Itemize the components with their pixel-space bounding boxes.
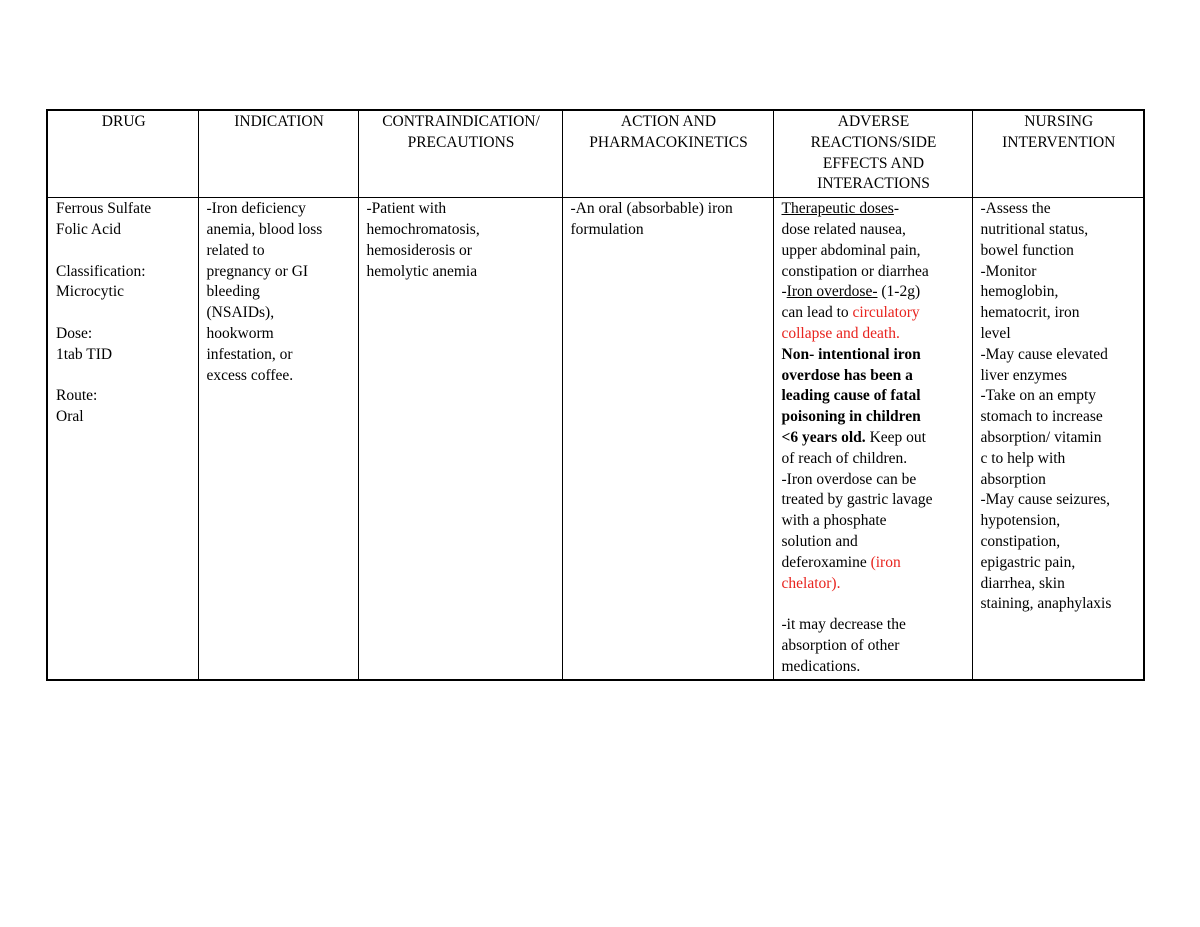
adverse-text: Keep out — [865, 428, 926, 446]
nursing-line: bowel function — [980, 241, 1074, 259]
header-text: EFFECTS AND — [822, 154, 925, 172]
adverse-line — [782, 303, 966, 324]
cell-contraindication — [358, 198, 562, 680]
table-row — [47, 198, 1144, 680]
header-text: ACTION AND — [620, 113, 717, 130]
adverse-line — [782, 553, 966, 574]
indication-line: infestation, or — [206, 345, 293, 363]
nursing-line: staining, anaphylaxis — [980, 595, 1112, 613]
indication-line: hookworm — [206, 324, 274, 342]
route-value: Oral — [56, 408, 84, 426]
header-text: PRECAUTIONS — [407, 133, 515, 151]
header-adverse — [773, 110, 972, 198]
adverse-line: upper abdominal pain, — [781, 241, 921, 259]
bold-warning: overdose has been a — [781, 366, 913, 384]
contraindication-line: hemolytic anemia — [366, 262, 478, 280]
header-text: ADVERSE — [837, 113, 910, 130]
header-text: INTERVENTION — [1002, 133, 1116, 151]
nursing-line: stomach to increase — [980, 408, 1103, 426]
header-text: DRUG — [101, 113, 146, 130]
adverse-line: solution and — [781, 532, 858, 550]
cell-action — [562, 198, 773, 680]
contraindication-line: hemochromatosis, — [366, 220, 480, 238]
nursing-line: hypotension, — [980, 512, 1061, 530]
nursing-line: -Take on an empty — [980, 387, 1097, 405]
header-text: PHARMACOKINETICS — [589, 133, 748, 151]
adverse-line: with a phosphate — [781, 512, 887, 530]
iron-overdose-label: Iron overdose- — [786, 283, 878, 301]
table-header-row — [47, 110, 1144, 198]
header-nursing — [972, 110, 1144, 198]
bold-warning: <6 years old. — [781, 428, 866, 446]
header-text: NURSING — [1024, 113, 1094, 130]
adverse-text: - — [781, 283, 787, 301]
cell-indication — [198, 198, 358, 680]
adverse-text: deferoxamine — [781, 553, 871, 571]
nursing-line: -May cause elevated — [980, 345, 1108, 363]
drug-study-table — [46, 109, 1145, 681]
contraindication-line: hemosiderosis or — [366, 241, 472, 259]
nursing-line: -Monitor — [980, 262, 1037, 280]
nursing-line: constipation, — [980, 532, 1061, 550]
header-drug — [47, 110, 198, 198]
route-label: Route: — [56, 387, 98, 405]
action-line: formulation — [570, 220, 644, 238]
indication-line: pregnancy or GI — [206, 262, 309, 280]
header-contraindication — [358, 110, 562, 198]
nursing-line: nutritional status, — [980, 220, 1089, 238]
cell-nursing — [972, 198, 1144, 680]
indication-line: (NSAIDs), — [206, 304, 275, 322]
adverse-line: medications. — [781, 657, 861, 675]
nursing-line: diarrhea, skin — [980, 574, 1065, 592]
spacer — [782, 594, 966, 615]
adverse-line: absorption of other — [781, 636, 900, 654]
action-line: -An oral (absorbable) iron — [570, 200, 733, 218]
adverse-line — [782, 428, 966, 449]
dose-value: 1tab TID — [56, 345, 113, 363]
nursing-line: -May cause seizures, — [980, 491, 1111, 509]
adverse-line — [782, 199, 966, 220]
nursing-line: absorption — [980, 470, 1046, 488]
spacer — [56, 241, 192, 262]
warning-text: collapse and death. — [781, 324, 900, 342]
dose-label: Dose: — [56, 324, 93, 342]
nursing-line: hemoglobin, — [980, 283, 1059, 301]
header-text: CONTRAINDICATION/ — [382, 113, 540, 130]
cell-drug — [47, 198, 198, 680]
warning-text: (iron — [870, 553, 901, 571]
header-action — [562, 110, 773, 198]
header-text: INTERACTIONS — [817, 175, 930, 193]
adverse-text: can lead to — [781, 304, 853, 322]
classification-value: Microcytic — [56, 283, 125, 301]
indication-line: excess coffee. — [206, 366, 294, 384]
therapeutic-doses-label: Therapeutic doses — [781, 200, 894, 218]
adverse-text: - — [893, 200, 900, 218]
adverse-line: constipation or diarrhea — [781, 262, 929, 280]
nursing-line: absorption/ vitamin — [980, 428, 1102, 446]
drug-name: Folic Acid — [56, 220, 122, 238]
header-indication — [198, 110, 358, 198]
cell-adverse — [773, 198, 972, 680]
nursing-line: -Assess the — [980, 200, 1051, 218]
spacer — [56, 303, 192, 324]
contraindication-line: -Patient with — [366, 200, 447, 218]
header-text: REACTIONS/SIDE — [810, 133, 937, 151]
adverse-text: (1-2g) — [877, 283, 921, 301]
indication-line: -Iron deficiency — [206, 200, 306, 218]
adverse-line: -it may decrease the — [781, 616, 906, 634]
warning-text: chelator). — [781, 574, 841, 592]
bold-warning: poisoning in children — [781, 408, 921, 426]
indication-line: related to — [206, 241, 265, 259]
bold-warning: Non- intentional iron — [781, 345, 921, 363]
adverse-line — [782, 282, 966, 303]
adverse-line: of reach of children. — [781, 449, 908, 467]
adverse-line: -Iron overdose can be — [781, 470, 917, 488]
spacer — [56, 366, 192, 387]
header-text: INDICATION — [234, 113, 324, 130]
nursing-line: liver enzymes — [980, 366, 1068, 384]
drug-name: Ferrous Sulfate — [56, 200, 152, 218]
nursing-line: hematocrit, iron — [980, 304, 1080, 322]
adverse-line: treated by gastric lavage — [781, 491, 933, 509]
warning-text: circulatory — [852, 304, 920, 322]
adverse-line: dose related nausea, — [781, 220, 906, 238]
nursing-line: c to help with — [980, 449, 1066, 467]
indication-line: anemia, blood loss — [206, 220, 323, 238]
nursing-line: epigastric pain, — [980, 553, 1076, 571]
classification-label: Classification: — [56, 262, 146, 280]
nursing-line: level — [980, 324, 1011, 342]
indication-line: bleeding — [206, 283, 260, 301]
bold-warning: leading cause of fatal — [781, 387, 921, 405]
